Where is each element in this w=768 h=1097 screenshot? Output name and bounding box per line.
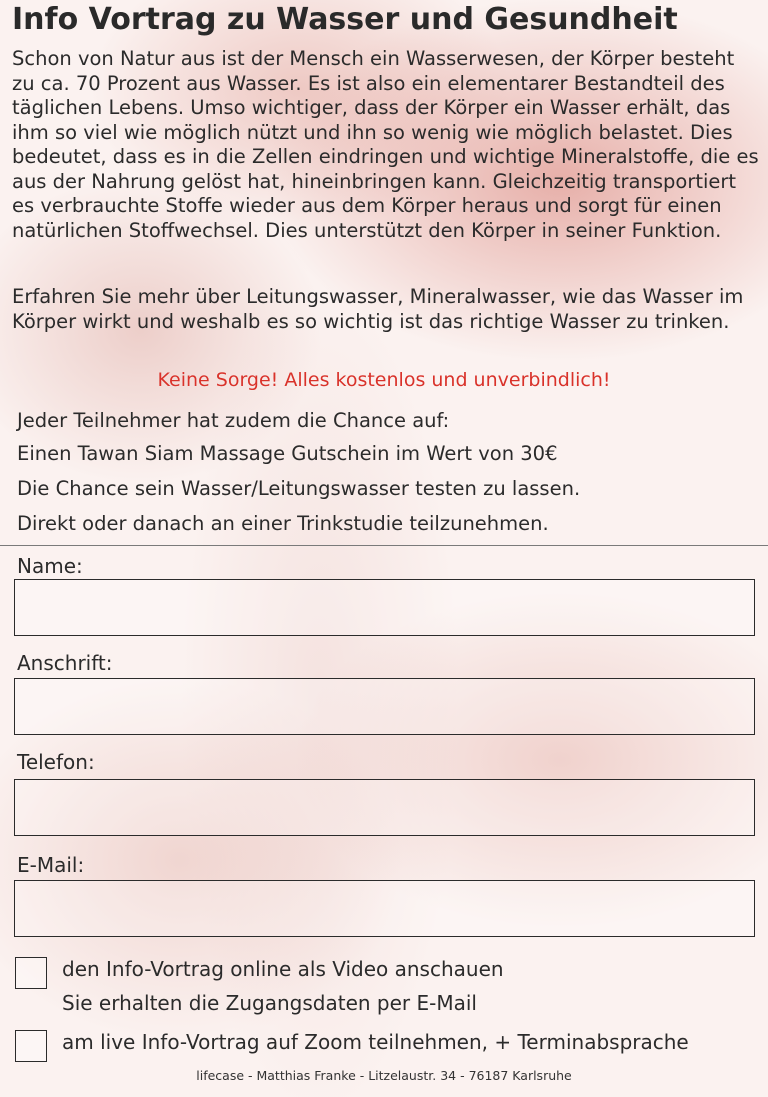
email-field[interactable] [14, 880, 755, 937]
phone-field[interactable] [14, 779, 755, 836]
chance-item: Die Chance sein Wasser/Leitungswasser testen zu lassen. [17, 477, 581, 500]
learn-more-paragraph: Erfahren Sie mehr über Leitungswasser, Mineralwasser, wie das Wasser im Körper wirkt und weshalb es so wichtig ist das richtige Wasser zu trinken. [12, 285, 744, 333]
page-title: Info Vortrag zu Wasser und Gesundheit [12, 2, 678, 37]
chance-item: Einen Tawan Siam Massage Gutschein im Wert von 30€ [17, 442, 558, 465]
phone-label: Telefon: [17, 750, 95, 774]
video-option-label: den Info-Vortrag online als Video anschauen [62, 957, 504, 981]
chance-item: Direkt oder danach an einer Trinkstudie teilzunehmen. [17, 512, 549, 535]
address-label: Anschrift: [17, 651, 113, 675]
zoom-option-label: am live Info-Vortrag auf Zoom teilnehmen, + Terminabsprache [62, 1030, 689, 1054]
video-checkbox[interactable] [15, 957, 47, 989]
email-label: E-Mail: [17, 853, 85, 877]
zoom-checkbox[interactable] [15, 1030, 47, 1062]
chances-intro: Jeder Teilnehmer hat zudem die Chance auf: [17, 409, 450, 432]
name-label: Name: [17, 554, 83, 578]
footer-address: lifecase - Matthias Franke - Litzelaustr. 34 - 76187 Karlsruhe [196, 1068, 572, 1083]
address-field[interactable] [14, 678, 755, 735]
divider [0, 545, 768, 546]
name-field[interactable] [14, 579, 755, 636]
free-notice: Keine Sorge! Alles kostenlos und unverbindlich! [157, 369, 611, 391]
intro-paragraph: Schon von Natur aus ist der Mensch ein Wasserwesen, der Körper besteht zu ca. 70 Prozent aus Wasser. Es ist also ein elementarer Bestandteil des täglichen Lebens. Umso wichtiger, dass der Körper ein Wasser erhält, das ihm so viel wie möglich nützt und ihn so wenig wie möglich belastet. Dies bedeutet, dass es in die Zellen eindringen und wichtige Mineralstoffe, die es aus der Nahrung gelöst hat, hineinbringen kann. Gleichzeitig transportiert es verbrauchte Stoffe wieder aus dem Körper heraus und sorgt für einen natürlichen Stoffwechsel. Dies unterstützt den Körper in seiner Funktion. [12, 47, 759, 242]
video-option-subtext: Sie erhalten die Zugangsdaten per E-Mail [62, 991, 477, 1015]
